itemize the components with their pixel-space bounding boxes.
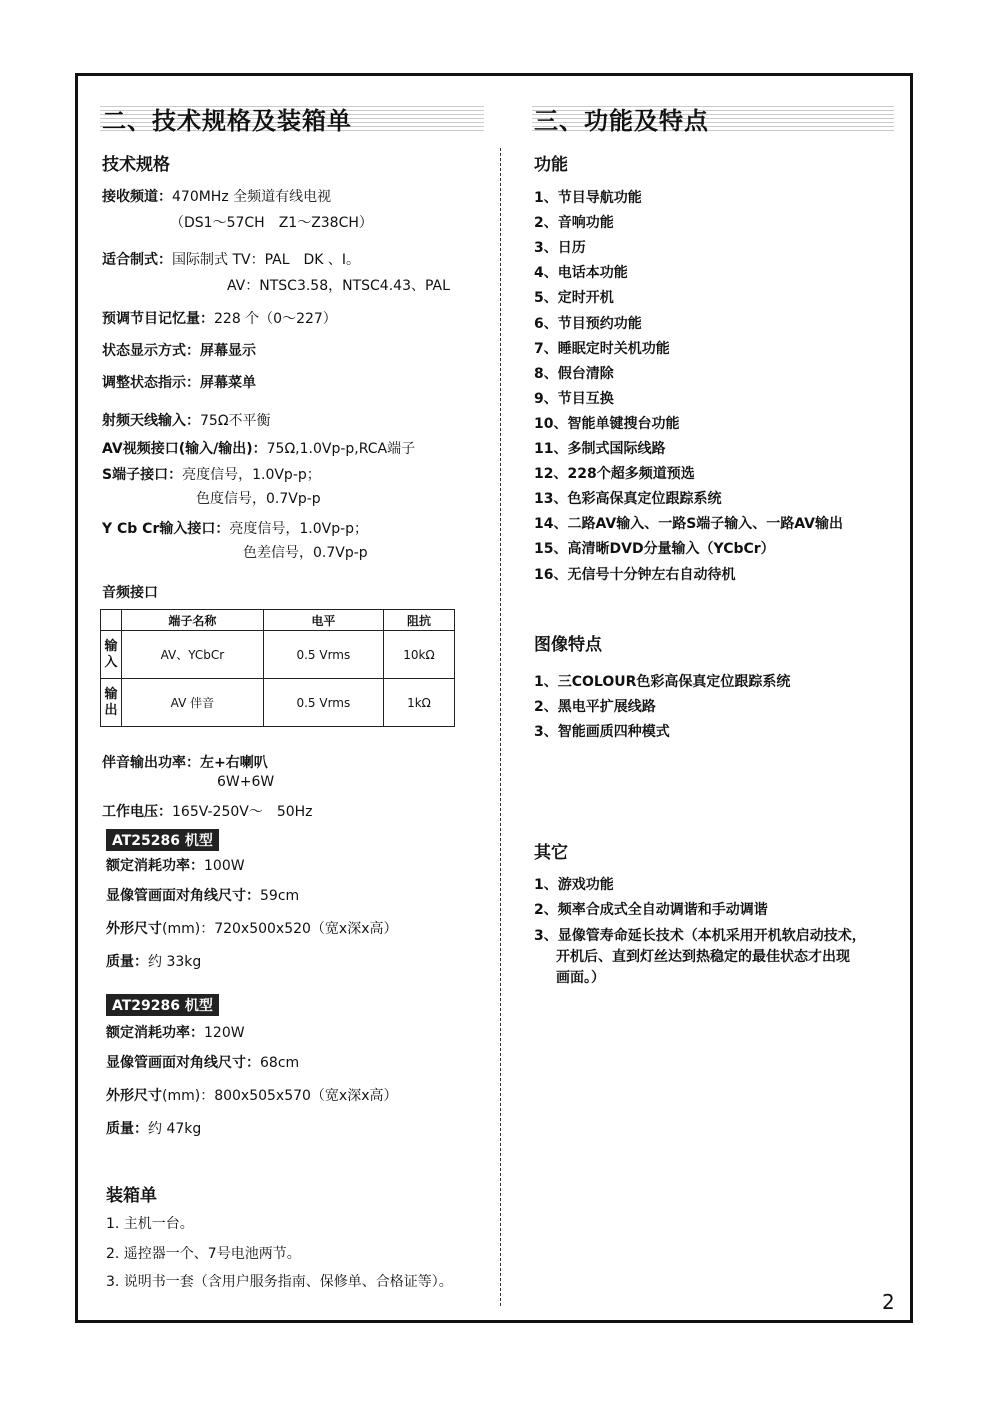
- s-line-c: 色度信号，0.7Vp-p: [196, 491, 321, 507]
- list-item: 2、频率合成式全自动调谐和手动调谐: [534, 902, 768, 918]
- list-item: 7、睡眠定时关机功能: [534, 340, 670, 357]
- m2-weight-line: 质量：约 47kg: [106, 1121, 202, 1137]
- function-heading: 功能: [534, 155, 568, 175]
- list-item: 2、黑电平扩展线路: [534, 699, 656, 715]
- ycbcr-line-c: 色差信号，0.7Vp-p: [243, 545, 368, 561]
- ycbcr-line: Y Cb Cr输入接口：亮度信号，1.0Vp-p；: [102, 521, 369, 537]
- list-item: 9、节目互换: [534, 390, 614, 407]
- recv-line: 接收频道：470MHz 全频道有线电视: [102, 189, 332, 205]
- list-item: 4、电话本功能: [534, 265, 628, 282]
- list-item: 10、智能单键搜台功能: [534, 415, 680, 432]
- list-item: 2、音响功能: [534, 215, 614, 232]
- list-item: 3、日历: [534, 240, 586, 257]
- audio-heading: 音频接口: [102, 585, 158, 601]
- other-heading: 其它: [534, 843, 568, 863]
- list-item: 3. 说明书一套（含用户服务指南、保修单、合格证等）。: [106, 1274, 453, 1290]
- table-cell: 输出: [101, 679, 122, 727]
- display-line: 状态显示方式：屏幕显示: [102, 343, 256, 359]
- table-cell: 输入: [101, 631, 122, 679]
- list-item: 5、定时开机: [534, 290, 614, 307]
- list-item: 画面。）: [556, 970, 605, 986]
- model-tag-at29286: AT29286 机型: [106, 994, 219, 1016]
- m2-power-line: 额定消耗功率：120W: [106, 1025, 245, 1041]
- system-av: AV：NTSC3.58，NTSC4.43、PAL: [227, 278, 450, 294]
- table-cell: 0.5 Vrms: [263, 631, 383, 679]
- m2-tube-line: 显像管画面对角线尺寸：68cm: [106, 1055, 300, 1071]
- list-item: 3、显像管寿命延长技术（本机采用开机软启动技术，: [534, 928, 866, 944]
- model-tag-at25286: AT25286 机型: [106, 829, 219, 851]
- voltage-line: 工作电压：165V-250V～ 50Hz: [102, 804, 313, 820]
- list-item: 1、游戏功能: [534, 877, 614, 893]
- table-cell: 0.5 Vrms: [263, 679, 383, 727]
- table-header: 端子名称: [122, 610, 264, 631]
- table-header: 阻抗: [383, 610, 454, 631]
- adjust-line: 调整状态指示：屏幕菜单: [102, 375, 256, 391]
- recv-range: （DS1～57CH Z1～Z38CH）: [170, 215, 373, 231]
- column-divider: [500, 148, 501, 1306]
- m1-power-line: 额定消耗功率：100W: [106, 858, 245, 874]
- list-item: 3、智能画质四种模式: [534, 724, 670, 740]
- av-line: AV视频接口(输入/输出)：75Ω,1.0Vp-p,RCA端子: [102, 441, 416, 457]
- m2-size-line: 外形尺寸(mm)：800x505x570（宽x深x高）: [106, 1088, 398, 1104]
- packing-heading: 装箱单: [106, 1186, 157, 1206]
- table-cell: AV、YCbCr: [122, 631, 264, 679]
- table-header: 电平: [263, 610, 383, 631]
- image-features-heading: 图像特点: [534, 635, 602, 655]
- list-item: 1、节目导航功能: [534, 190, 642, 206]
- table-cell: 1kΩ: [383, 679, 454, 727]
- m1-weight-line: 质量：约 33kg: [106, 954, 202, 970]
- section-title-features: 三、功能及特点: [534, 107, 709, 135]
- page-number: 2: [882, 1290, 895, 1314]
- power-out-w: 6W+6W: [217, 774, 275, 790]
- section-header-features: [532, 103, 894, 133]
- rf-line: 射频天线输入：75Ω不平衡: [102, 413, 271, 429]
- list-item: 16、无信号十分钟左右自动待机: [534, 566, 736, 583]
- section-title-specs: 二、技术规格及装箱单: [102, 107, 352, 135]
- table-row: [101, 679, 455, 727]
- m1-tube-line: 显像管画面对角线尺寸：59cm: [106, 888, 300, 904]
- system-line: 适合制式：国际制式 TV：PAL DK 、I。: [102, 252, 361, 268]
- list-item: 6、节目预约功能: [534, 315, 642, 332]
- s-line: S端子接口：亮度信号，1.0Vp-p；: [102, 467, 321, 483]
- power-out-line: 伴音输出功率：左+右喇叭: [102, 755, 268, 771]
- list-item: 8、假台清除: [534, 365, 614, 382]
- table-cell: AV 伴音: [122, 679, 264, 727]
- table-cell: 10kΩ: [383, 631, 454, 679]
- table-header-row: [101, 610, 455, 631]
- list-item: 15、高清晰DVD分量输入（YCbCr）: [534, 541, 775, 558]
- table-row: [101, 631, 455, 679]
- list-item: 开机后、直到灯丝达到热稳定的最佳状态才出现: [556, 949, 850, 965]
- list-item: 13、色彩高保真定位跟踪系统: [534, 491, 722, 508]
- audio-table: [100, 609, 455, 727]
- list-item: 11、多制式国际线路: [534, 441, 666, 457]
- list-item: 14、二路AV输入、一路S端子输入、一路AV输出: [534, 516, 844, 533]
- m1-size-line: 外形尺寸(mm)：720x500x520（宽x深x高）: [106, 921, 398, 937]
- memory-line: 预调节目记忆量：228 个（0～227）: [102, 311, 337, 327]
- spec-heading: 技术规格: [102, 155, 170, 175]
- list-item: 12、228个超多频道预选: [534, 466, 695, 483]
- list-item: 2. 遥控器一个、7号电池两节。: [106, 1246, 301, 1262]
- section-header-specs: [100, 103, 484, 133]
- list-item: 1、三COLOUR色彩高保真定位跟踪系统: [534, 674, 791, 690]
- list-item: 1. 主机一台。: [106, 1216, 194, 1232]
